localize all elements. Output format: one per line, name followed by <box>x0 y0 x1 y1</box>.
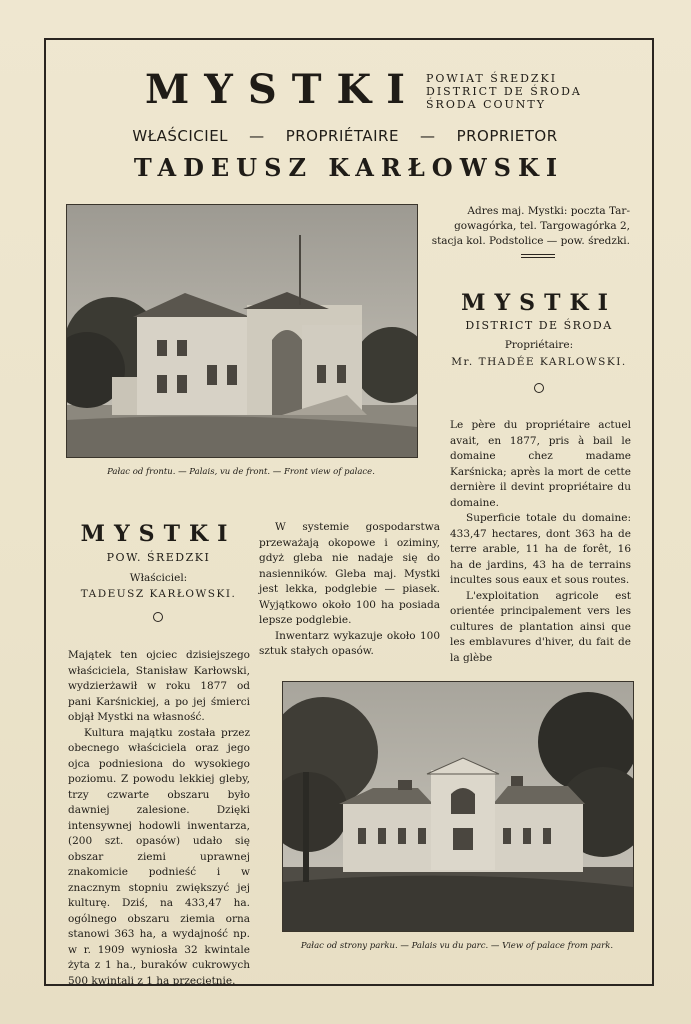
french-paragraph: L'exploitation agricole est orientée principalement vers les cultures de plantation ainsi que les emblavures d'hiver, du fait de la glèbe <box>450 589 631 664</box>
county-info <box>426 72 582 111</box>
palace-park-illustration <box>283 682 633 931</box>
french-paragraph: Le père du propriétaire actuel avait, en 1877, pris à bail le domaine chez madame Karśnicka; après la mort de cette dernière il devint propriétaire du domaine. <box>450 419 631 509</box>
middle-text-column <box>259 520 440 660</box>
polish-district: POW. ŚREDZKI <box>106 551 211 564</box>
french-owner-label: Propriétaire: <box>504 339 574 351</box>
address-line: gowagórka, tel. Targowagórka 2, <box>454 220 630 232</box>
photo-park-caption: Pałac od strony parku. — Palais vu du parc. — View of palace from park. <box>300 941 614 951</box>
french-text-column <box>450 418 631 666</box>
circle-ornament <box>153 612 163 622</box>
county-line-english: ŚRODA COUNTY <box>426 98 547 111</box>
owner-label-english: PROPRIETOR <box>456 127 558 145</box>
county-line-polish: POWIAT ŚREDZKI <box>426 72 558 85</box>
county-line-french: DISTRICT DE ŚRODA <box>426 85 582 98</box>
page-title: MYSTKI <box>145 66 420 113</box>
polish-owner-name: TADEUSZ KARŁOWSKI. <box>80 588 237 600</box>
french-paragraph: Superficie totale du domaine: 433,47 hectares, dont 363 ha de terre arable, 11 ha de forêt, 16 ha de jardins, 43 ha de terrains incultes sous eaux et sous routes. <box>450 512 631 586</box>
dash-2: — <box>420 127 436 145</box>
french-district: DISTRICT DE ŚRODA <box>465 319 613 332</box>
middle-paragraph: Inwentarz wykazuje około 100 sztuk stałych opasów. <box>259 629 440 657</box>
circle-ornament <box>534 383 544 393</box>
polish-paragraph: Kultura majątku została przez obecnego właściciela oraz jego ojca podniesiona do wysokiego poziomu. Z powodu lekkiej gleby, trzy czwarte obszaru było dawniej zalesione. Dzięki intensywnej hodowli inwentarza, (200 szt. opasów) udało się obszar ziemi uprawnej znakomicie podnieść i w znacznym stopniu zwiększyć jej kulturę. Dziś, na 433,47 ha. ogólnego obszaru ziemia orna stanowi 363 ha, a wydajność np. w r. 1909 wyniosła 32 kwintale żyta z 1 ha., buraków cukrowych 500 kwintali z 1 ha przeciętnie. <box>68 726 250 987</box>
owner-label-polish: WŁAŚCICIEL <box>132 127 229 145</box>
photo-palace-park <box>282 681 634 932</box>
address-line: Adres maj. Mystki: poczta Tar- <box>467 205 630 217</box>
owner-labels-row <box>60 127 630 145</box>
owner-label-french: PROPRIÉTAIRE <box>285 127 399 145</box>
photo-palace-front <box>66 204 418 458</box>
double-rule-divider <box>521 254 555 258</box>
palace-front-illustration <box>67 205 417 457</box>
middle-paragraph: W systemie gospodarstwa przeważają okopowe i oziminy, gdyż gleba nie nadaje się do nasienników. Gleba maj. Mystki jest lekka, podglebie — piasek. Wyjątkowo około 100 ha posiada lepsze podglebie. <box>259 521 440 626</box>
address-line: stacja kol. Podstolice — pow. średzki. <box>431 235 630 247</box>
dash-1: — <box>249 127 265 145</box>
french-owner-name: Mr. THADÉE KARLOWSKI. <box>451 356 627 368</box>
polish-text-column <box>68 648 250 989</box>
polish-owner-label: Właściciel: <box>129 572 188 584</box>
address-block <box>430 204 630 249</box>
french-section-title: MYSTKI <box>461 290 617 316</box>
photo-front-caption: Pałac od frontu. — Palais, vu de front. — Front view of palace. <box>107 467 375 477</box>
polish-paragraph: Majątek ten ojciec dzisiejszego właściciela, Stanisław Karłowski, wydzierżawił w roku 1877 od pani Karśnickiej, a po jej śmierci objął Mystki na własność. <box>68 649 250 723</box>
owner-name-heading: TADEUSZ KARŁOWSKI <box>133 153 565 182</box>
polish-section-title: MYSTKI <box>80 521 237 547</box>
